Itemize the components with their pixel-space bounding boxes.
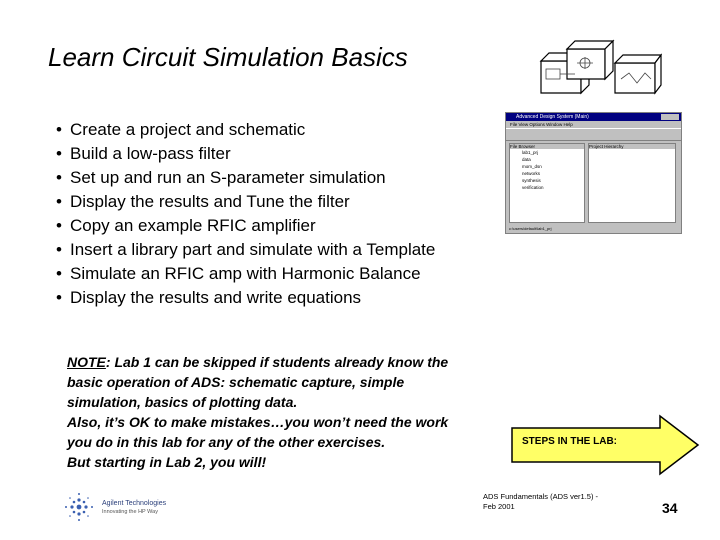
note-line: simulation, basics of plotting data. <box>67 394 298 410</box>
bullet-list <box>56 118 435 310</box>
bullet-item: • Insert a library part and simulate with a Template <box>56 240 436 259</box>
logo-name: Agilent Technologies <box>102 500 167 507</box>
agilent-logo-text <box>102 499 166 517</box>
note-line: Also, it’s OK to make mistakes…you won’t need the work <box>67 414 449 430</box>
bullet-item: • Create a project and schematic <box>56 120 306 139</box>
bullet-item: • Display the results and write equations <box>56 288 362 307</box>
bullet-item: • Display the results and Tune the filter <box>56 192 350 211</box>
note-line: you do in this lab for any of the other exercises. <box>67 434 386 450</box>
steps-arrow-label: STEPS IN THE LAB: <box>522 436 618 447</box>
page-title: Learn Circuit Simulation Basics <box>48 42 408 72</box>
tree-item: verification <box>522 185 544 190</box>
bullet-item: • Build a low-pass filter <box>56 144 231 163</box>
file-browser-title: File Browser <box>510 144 584 149</box>
bullet-item: • Simulate an RFIC amp with Harmonic Balance <box>56 264 421 283</box>
note-line: : Lab 1 can be skipped if students already know the <box>105 354 449 370</box>
note-line: basic operation of ADS: schematic capture, simple <box>67 374 405 390</box>
agilent-logo-icon <box>62 490 96 524</box>
note-label: NOTE <box>67 354 106 370</box>
window-toolbar <box>506 128 681 141</box>
note-block <box>67 352 517 472</box>
project-hierarchy-title: Project Hierarchy <box>589 144 675 149</box>
footer-reference: ADS Fundamentals (ADS ver1.5) - Feb 2001 <box>483 492 599 511</box>
window-titlebar: Advanced Design System (Main) <box>506 113 681 121</box>
window-menubar: File View Options Window Help <box>510 122 573 127</box>
project-boxes-icon <box>537 37 662 97</box>
page-number: 34 <box>662 500 678 516</box>
tree-item: mom_dsn <box>522 164 542 169</box>
bullet-item: • Copy an example RFIC amplifier <box>56 216 316 235</box>
window-controls-icon <box>661 114 679 120</box>
tree-item: data <box>522 157 531 162</box>
tree-item: networks <box>522 171 541 176</box>
project-hierarchy-pane <box>588 143 676 223</box>
file-browser-pane <box>509 143 585 223</box>
window-status: c:\users\default\lab1_prj <box>509 226 552 231</box>
ads-main-window-screenshot <box>505 112 682 234</box>
tree-item: synthesis <box>522 178 541 183</box>
bullet-item: • Set up and run an S-parameter simulation <box>56 168 386 187</box>
note-line: But starting in Lab 2, you will! <box>67 454 267 470</box>
logo-tagline: Innovating the HP Way <box>102 509 158 515</box>
tree-item: lab1_prj <box>522 150 539 155</box>
